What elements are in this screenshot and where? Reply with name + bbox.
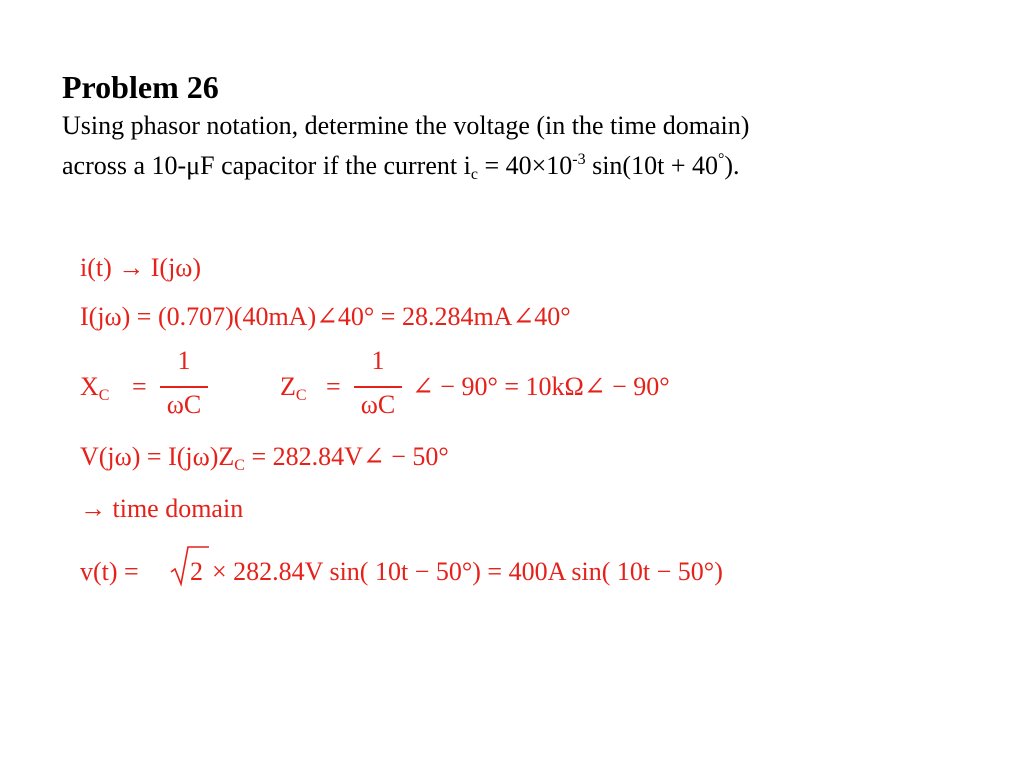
eq4-part-a: V(jω) = I(jω)Z	[80, 442, 235, 471]
exponent: -3	[572, 151, 586, 168]
eq6-rhs: × 282.84V sin( 10t − 50°) = 400A sin( 10t − 50°)	[212, 557, 723, 586]
xc-fraction-bar	[160, 386, 208, 388]
problem-title: Problem 26	[62, 69, 219, 105]
zc-equals: =	[326, 372, 341, 401]
problem-line-1: Using phasor notation, determine the voltage (in the time domain)	[62, 111, 750, 140]
problem-statement	[62, 68, 1002, 186]
xc-equals: =	[132, 372, 147, 401]
zc-rest: ∠ − 90° = 10kΩ∠ − 90°	[412, 372, 670, 401]
zc-fraction-bar	[354, 386, 402, 388]
problem-line-2	[62, 146, 1002, 186]
eq4-part-b: = 282.84V∠ − 50°	[244, 442, 449, 471]
xc-lhs	[80, 372, 109, 402]
eq4-subscript: C	[234, 457, 245, 474]
equation-voltage-phasor	[80, 442, 449, 472]
problem-line-2-a: across a 10-μF capacitor if the current i	[62, 151, 471, 180]
degree-mark: °	[717, 151, 725, 168]
xc-numerator: 1	[177, 346, 191, 375]
xc-symbol: X	[80, 372, 99, 401]
zc-fraction	[354, 346, 402, 426]
zc-lhs	[280, 372, 307, 402]
zc-numerator: 1	[371, 346, 385, 375]
xc-fraction	[160, 346, 208, 426]
problem-line-2-b: = 40×10	[477, 151, 573, 180]
equation-phasor-transform: i(t) → I(jω)	[80, 253, 202, 282]
equation-time-domain-label: → time domain	[80, 494, 244, 523]
zc-symbol: Z	[280, 372, 296, 401]
xc-subscript: C	[98, 387, 110, 404]
zc-denominator: ωC	[360, 390, 396, 419]
equation-current-phasor: I(jω) = (0.707)(40mA)∠40° = 28.284mA∠40°	[80, 302, 571, 331]
problem-line-2-c: sin(10t + 40	[585, 151, 718, 180]
eq6-lhs: v(t) =	[80, 557, 139, 586]
xc-denominator: ωC	[166, 390, 202, 419]
problem-line-2-d: ).	[724, 151, 740, 180]
current-subscript: c	[470, 166, 478, 183]
zc-subscript: C	[295, 387, 307, 404]
eq6-radicand: 2	[190, 557, 203, 586]
